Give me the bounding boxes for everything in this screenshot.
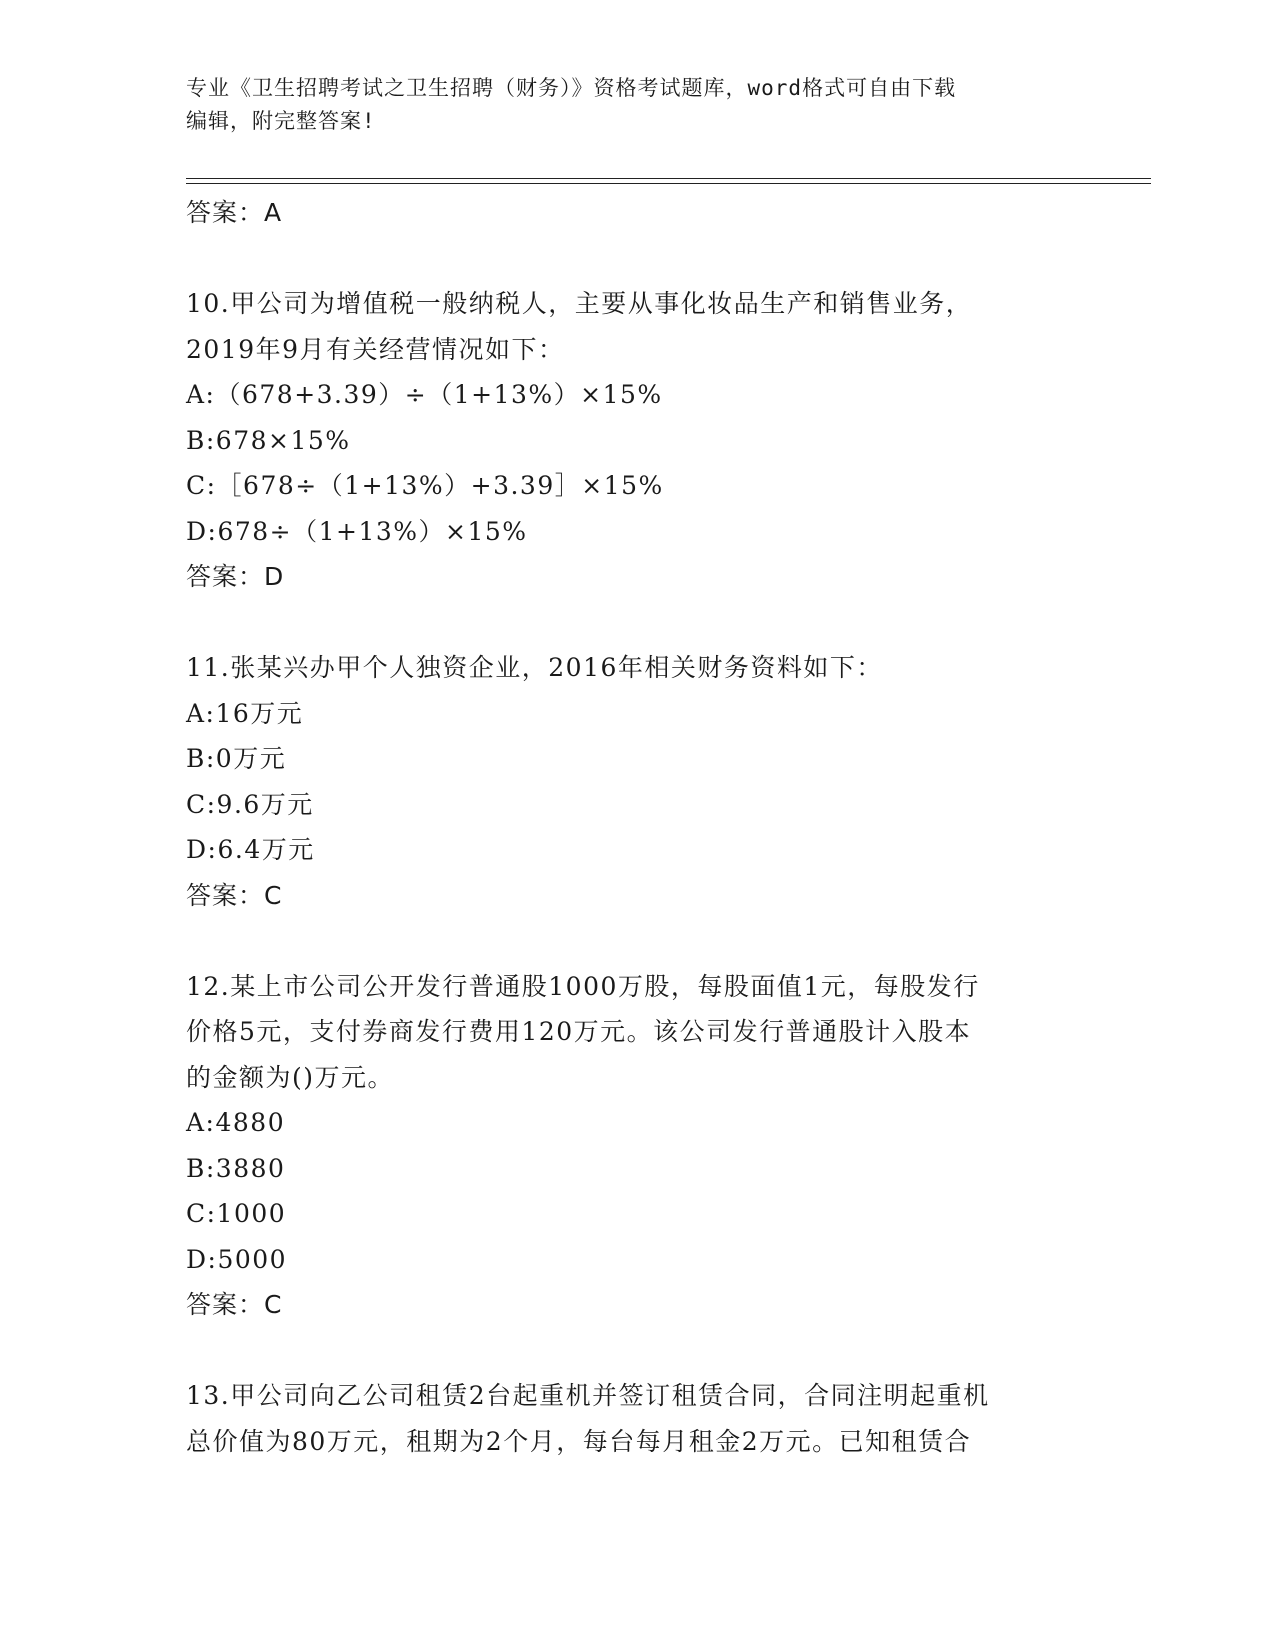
- option-b: B:678×15%: [186, 425, 351, 455]
- question-12: [186, 964, 1086, 1328]
- option-d: D:5000: [186, 1244, 288, 1274]
- question-stem-line: 的金额为()万元。: [186, 1062, 395, 1092]
- option-b: B:3880: [186, 1153, 286, 1183]
- option-d: D:678÷（1+13%）×15%: [186, 516, 528, 546]
- option-d: D:6.4万元: [186, 835, 315, 864]
- option-a: A:（678+3.39）÷（1+13%）×15%: [186, 380, 663, 409]
- option-c: C:1000: [186, 1199, 287, 1228]
- option-a: A:16万元: [186, 698, 304, 728]
- answer: 答案：D: [186, 562, 285, 591]
- question-stem-line: 价格5元，支付券商发行费用120万元。该公司发行普通股计入股本: [186, 1017, 972, 1046]
- question-stem-line: 10.甲公司为增值税一般纳税人，主要从事化妆品生产和销售业务，: [186, 289, 973, 318]
- previous-answer: 答案：A: [186, 198, 283, 227]
- question-list: [186, 190, 1086, 1464]
- header-line-2: 编辑，附完整答案!: [186, 109, 376, 133]
- answer: 答案：C: [186, 1290, 283, 1319]
- option-c: C:9.6万元: [186, 789, 314, 819]
- question-13: [186, 1373, 1086, 1464]
- question-stem-line: 13.甲公司向乙公司租赁2台起重机并签订租赁合同，合同注明起重机: [186, 1381, 990, 1410]
- question-10: [186, 281, 1086, 600]
- question-11: [186, 645, 1086, 918]
- option-c: C:［678÷（1+13%）+3.39］×15%: [186, 471, 664, 500]
- question-stem-line: 2019年9月有关经营情况如下：: [186, 334, 565, 364]
- question-stem-line: 总价值为80万元，租期为2个月，每台每月租金2万元。已知租赁合: [186, 1426, 972, 1456]
- option-b: B:0万元: [186, 744, 287, 773]
- question-stem-line: 11.张某兴办甲个人独资企业，2016年相关财务资料如下：: [186, 653, 883, 682]
- header-rule-top: [186, 178, 1151, 179]
- header-line-1: 专业《卫生招聘考试之卫生招聘（财务）》资格考试题库，word格式可自由下载: [186, 76, 957, 100]
- question-stem-line: 12.某上市公司公开发行普通股1000万股，每股面值1元，每股发行: [186, 971, 980, 1001]
- option-a: A:4880: [186, 1108, 286, 1137]
- document-header: [186, 72, 1076, 138]
- header-rule-bottom: [186, 183, 1151, 184]
- answer: 答案：C: [186, 880, 283, 910]
